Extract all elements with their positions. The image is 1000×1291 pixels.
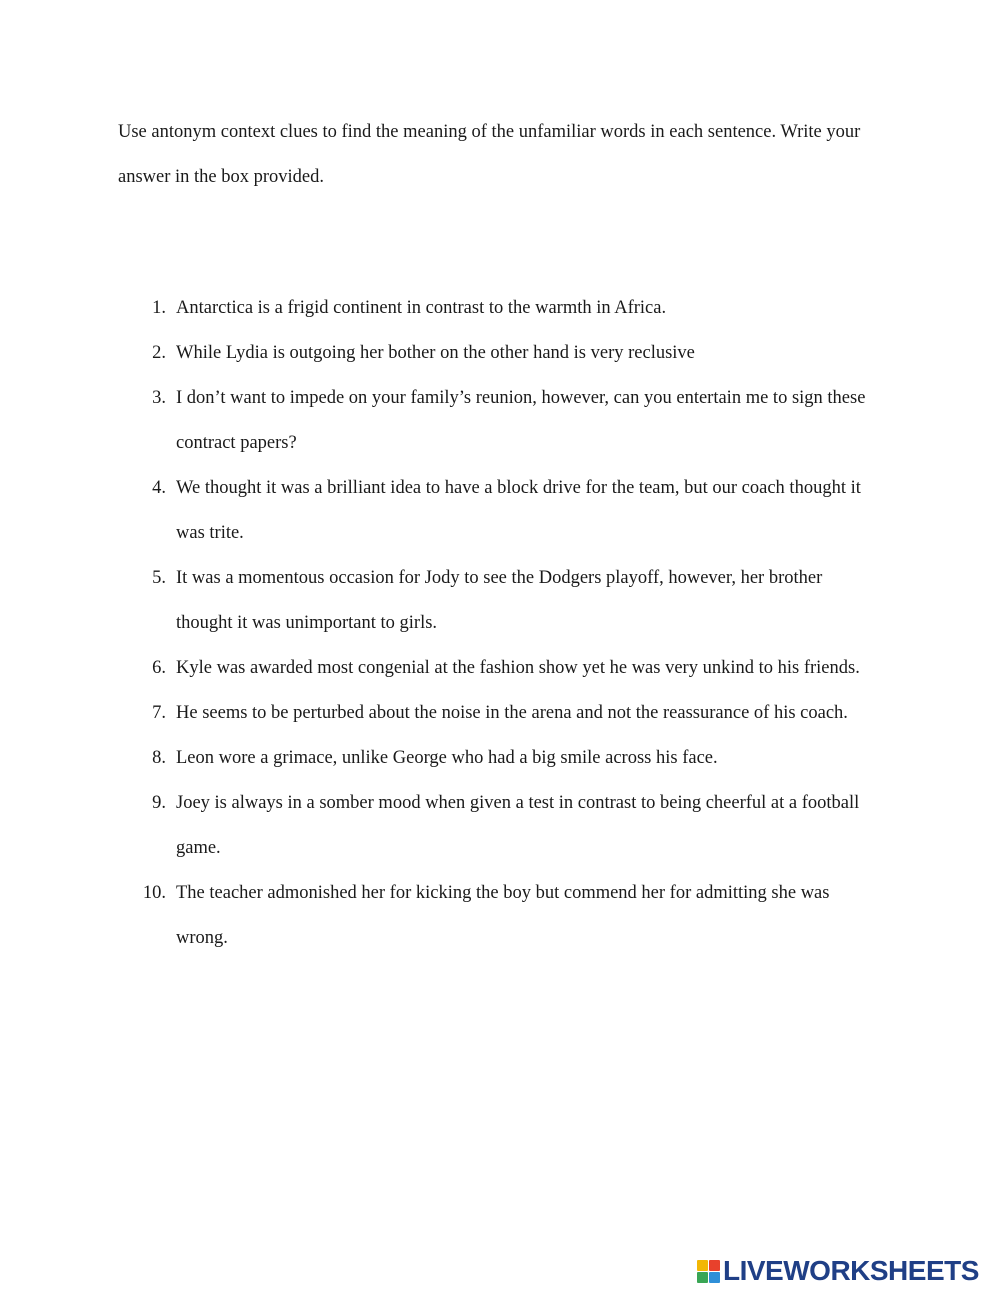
question-number: 3. bbox=[152, 388, 166, 408]
question-number: 5. bbox=[152, 568, 166, 588]
question-number: 9. bbox=[152, 793, 166, 813]
question-number: 1. bbox=[152, 298, 166, 318]
question-number: 4. bbox=[152, 478, 166, 498]
logo-block bbox=[697, 1272, 708, 1283]
question-number: 6. bbox=[152, 658, 166, 678]
question-number: 10. bbox=[142, 883, 166, 903]
question-text: The teacher admonished her for kicking the boy but commend her for admitting she was wrong. bbox=[176, 883, 830, 948]
question-item bbox=[0, 646, 876, 691]
question-text: It was a momentous occasion for Jody to see the Dodgers playoff, however, her brother thought it was unimportant to girls. bbox=[176, 568, 823, 633]
question-item bbox=[0, 286, 876, 331]
instructions-text: Use antonym context clues to find the meaning of the unfamiliar words in each sentence. Write your answer in the box provided. bbox=[118, 122, 861, 187]
question-text: We thought it was a brilliant idea to have a block drive for the team, but our coach thought it was trite. bbox=[176, 478, 861, 543]
question-number: 8. bbox=[152, 748, 166, 768]
question-text: Kyle was awarded most congenial at the fashion show yet he was very unkind to his friends. bbox=[176, 658, 860, 678]
question-text: Joey is always in a somber mood when given a test in contrast to being cheerful at a football game. bbox=[176, 793, 860, 858]
question-item bbox=[0, 736, 876, 781]
logo-blocks-icon bbox=[697, 1260, 720, 1283]
question-item bbox=[0, 556, 876, 646]
question-number: 2. bbox=[152, 343, 166, 363]
logo-block bbox=[709, 1260, 720, 1271]
question-list bbox=[0, 286, 1000, 961]
logo-block bbox=[709, 1272, 720, 1283]
question-text: I don’t want to impede on your family’s reunion, however, can you entertain me to sign these contract papers? bbox=[176, 388, 866, 453]
question-text: While Lydia is outgoing her bother on the other hand is very reclusive bbox=[176, 343, 695, 363]
question-number: 7. bbox=[152, 703, 166, 723]
liveworksheets-logo bbox=[697, 1256, 979, 1286]
question-item bbox=[0, 466, 876, 556]
question-text: Leon wore a grimace, unlike George who had a big smile across his face. bbox=[176, 748, 718, 768]
question-text: He seems to be perturbed about the noise in the arena and not the reassurance of his coach. bbox=[176, 703, 848, 723]
question-item bbox=[0, 376, 876, 466]
question-item bbox=[0, 691, 876, 736]
question-item bbox=[0, 781, 876, 871]
question-text: Antarctica is a frigid continent in contrast to the warmth in Africa. bbox=[176, 298, 667, 318]
question-item bbox=[0, 331, 876, 376]
logo-text: LIVEWORKSHEETS bbox=[723, 1255, 979, 1286]
logo-block bbox=[697, 1260, 708, 1271]
question-item bbox=[0, 871, 876, 961]
